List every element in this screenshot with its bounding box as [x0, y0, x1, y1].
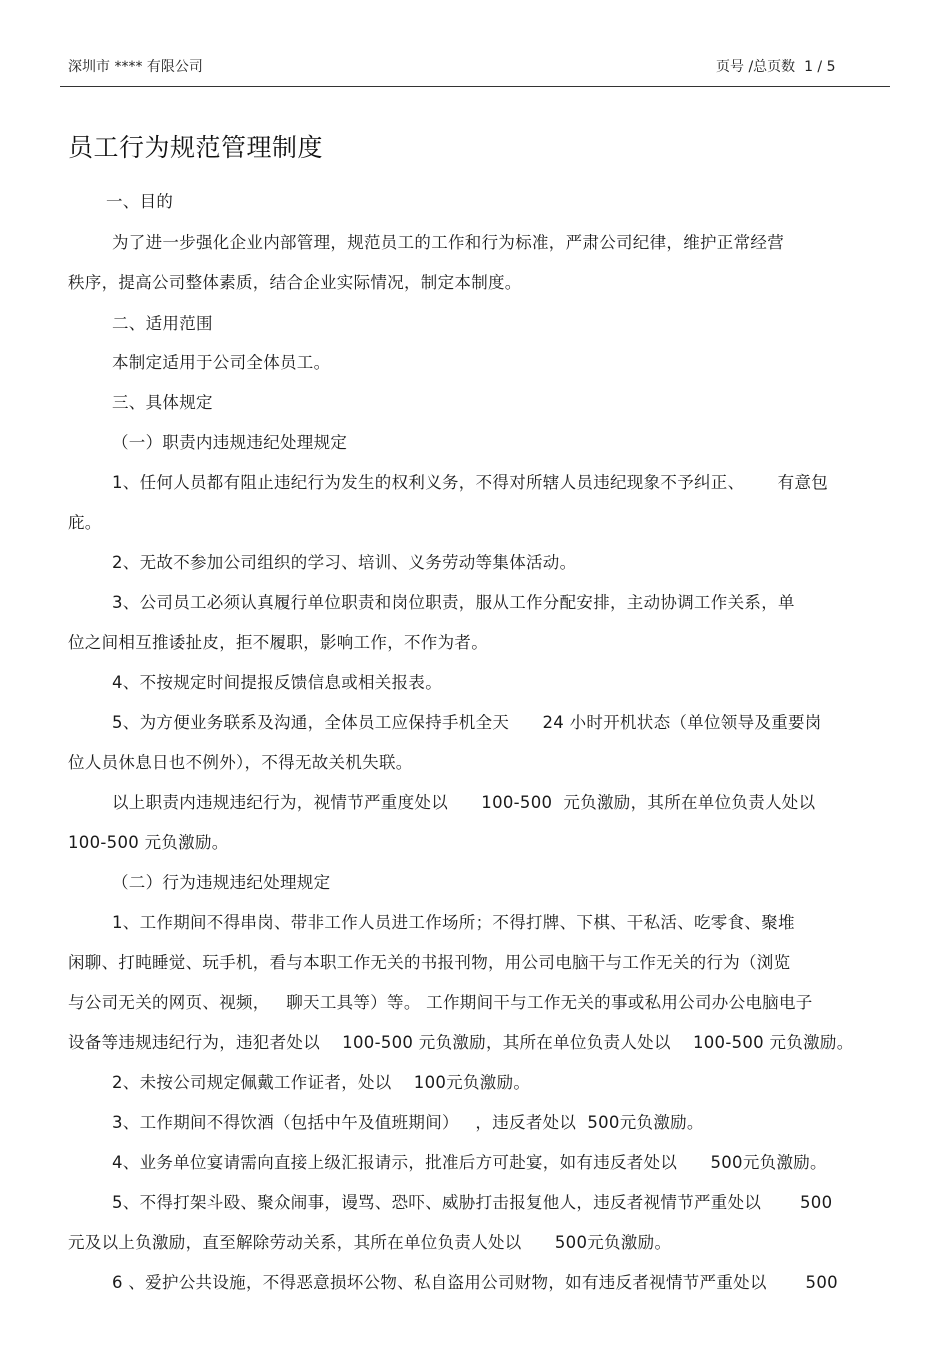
subsection-heading: （一）职责内违规违纪处理规定	[112, 433, 348, 452]
paragraph-line: 3、工作期间不得饮酒（包括中午及值班期间） ，违反者处以 500元负激励。	[112, 1113, 704, 1132]
paragraph-line: 闲聊、打盹睡觉、玩手机，看与本职工作无关的书报刊物，用公司电脑干与工作无关的行为（浏览	[68, 953, 791, 972]
section-heading: 二、适用范围	[112, 314, 213, 333]
paragraph-line: 5、不得打架斗殴、聚众闹事，谩骂、恐吓、威胁打击报复他人，违反者视情节严重处以 500	[112, 1193, 833, 1212]
paragraph-line: 2、未按公司规定佩戴工作证者，处以 100元负激励。	[112, 1073, 531, 1092]
paragraph-line: 4、不按规定时间提报反馈信息或相关报表。	[112, 673, 442, 692]
paragraph-line: 以上职责内违规违纪行为，视情节严重度处以 100-500 元负激励，其所在单位负责人处以	[112, 793, 816, 812]
subsection-heading: （二）行为违规违纪处理规定	[112, 873, 331, 892]
paragraph-line: 1、任何人员都有阻止违纪行为发生的权利义务，不得对所辖人员违纪现象不予纠正、 有意包	[112, 473, 829, 492]
paragraph-line: 3、公司员工必须认真履行单位职责和岗位职责，服从工作分配安排，主动协调工作关系，单	[112, 593, 795, 612]
paragraph-line: 2、无故不参加公司组织的学习、培训、义务劳动等集体活动。	[112, 553, 577, 572]
header-company: 深圳市 **** 有限公司	[68, 59, 203, 75]
paragraph-line: 1、工作期间不得串岗、带非工作人员进工作场所；不得打牌、下棋、干私活、吃零食、聚堆	[112, 913, 795, 932]
paragraph-line: 为了进一步强化企业内部管理，规范员工的工作和行为标准，严肃公司纪律，维护正常经营	[112, 233, 784, 252]
paragraph-line: 元及以上负激励，直至解除劳动关系，其所在单位负责人处以 500元负激励。	[68, 1233, 672, 1252]
section-heading: 三、具体规定	[112, 393, 213, 412]
page-header	[68, 56, 890, 86]
paragraph-line: 与公司无关的网页、视频， 聊天工具等）等。 工作期间干与工作无关的事或私用公司办公电脑电子	[68, 993, 813, 1012]
paragraph-line: 4、业务单位宴请需向直接上级汇报请示，批准后方可赴宴，如有违反者处以 500元负激励。	[112, 1153, 827, 1172]
section-heading: 一、目的	[106, 192, 174, 211]
paragraph-line: 秩序，提高公司整体素质，结合企业实际情况，制定本制度。	[68, 273, 522, 292]
header-divider	[60, 86, 890, 87]
paragraph-line: 本制定适用于公司全体员工。	[112, 353, 331, 372]
paragraph-line: 5、为方便业务联系及沟通，全体员工应保持手机全天 24 小时开机状态（单位领导及重要岗	[112, 713, 822, 732]
document-title: 员工行为规范管理制度	[68, 133, 324, 162]
paragraph-line: 100-500 元负激励。	[68, 833, 229, 852]
paragraph-line: 设备等违规违纪行为，违犯者处以 100-500 元负激励，其所在单位负责人处以 100-500 元负激励。	[68, 1033, 854, 1052]
header-page-info: 页号 /总页数 1 / 5	[716, 59, 836, 75]
paragraph-line: 位之间相互推诿扯皮，拒不履职，影响工作，不作为者。	[68, 633, 488, 652]
paragraph-line: 位人员休息日也不例外），不得无故关机失联。	[68, 753, 413, 772]
paragraph-line: 庇。	[68, 513, 102, 532]
paragraph-line: 6 、爱护公共设施，不得恶意损坏公物、私自盗用公司财物，如有违反者视情节严重处以 500	[112, 1273, 838, 1292]
